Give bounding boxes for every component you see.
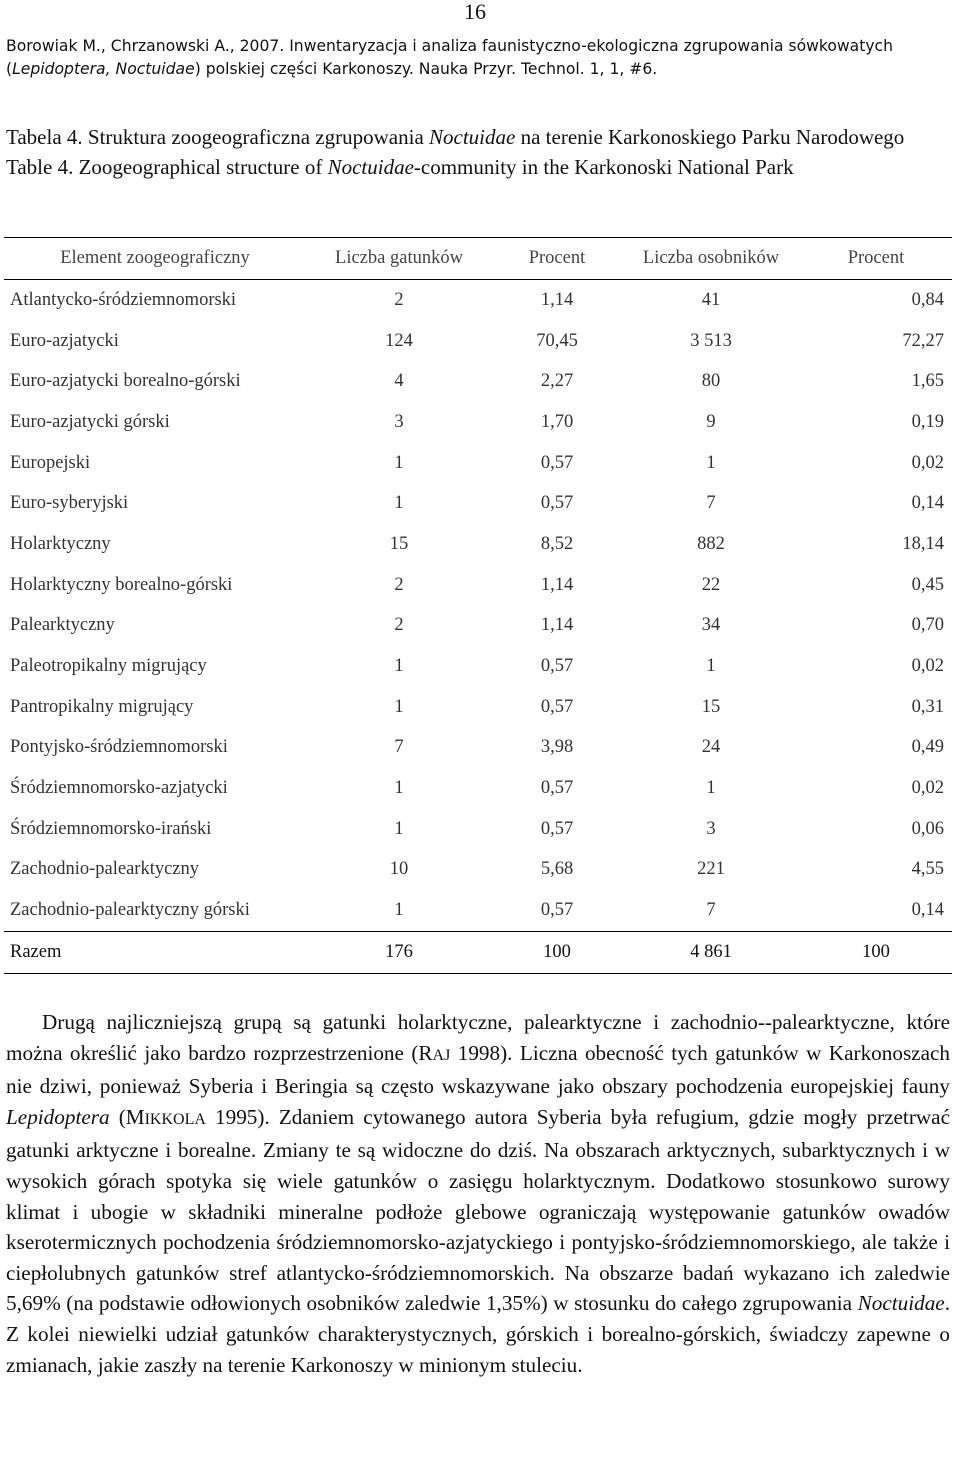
value-cell: 0,31 [911, 696, 944, 717]
value-cell: 221 [697, 859, 725, 880]
citation-line-1: Borowiak M., Chrzanowski A., 2007. Inwentaryzacja i analiza faunistyczno-ekologiczna zgrupowania sówkowatych [6, 37, 894, 55]
value-cell: 0,06 [911, 818, 944, 839]
value-cell: 10 [389, 859, 409, 880]
value-cell: 5,68 [540, 859, 574, 880]
table-row [4, 402, 952, 443]
table-row [4, 606, 952, 647]
total-cell: 100 [492, 932, 622, 974]
element-name-cell: Euro-syberyjski [10, 493, 129, 514]
value-cell: 0,57 [540, 493, 574, 514]
value-cell: 1 [706, 778, 716, 799]
value-cell: 2,27 [540, 371, 574, 392]
value-cell: 3 [394, 411, 404, 432]
element-name-cell: Śródziemnomorsko-azjatycki [10, 778, 228, 799]
total-label: Razem [4, 932, 306, 974]
table-caption [6, 122, 954, 182]
element-name-cell: Euro-azjatycki borealno-górski [10, 371, 241, 392]
element-name-cell: Holarktyczny [10, 533, 111, 554]
table-row [4, 890, 952, 931]
value-cell: 1 [394, 493, 404, 514]
value-cell: 0,14 [911, 493, 944, 514]
zoogeographic-table [4, 237, 952, 974]
table-row [4, 768, 952, 809]
column-header: Procent [492, 238, 622, 280]
value-cell: 8,52 [540, 533, 574, 554]
table-row [4, 321, 952, 362]
table-row [4, 565, 952, 606]
table-row [4, 728, 952, 769]
element-name-cell: Europejski [10, 452, 91, 473]
table-row [4, 280, 952, 321]
column-header: Liczba gatunków [306, 238, 492, 280]
value-cell: 0,14 [911, 900, 944, 921]
citation-taxa: Lepidoptera, Noctuidae [12, 60, 195, 78]
column-header: Element zoogeograficzny [4, 238, 306, 280]
value-cell: 0,57 [540, 818, 574, 839]
value-cell: 1 [706, 656, 716, 677]
value-cell: 2 [394, 615, 404, 636]
table-row [4, 850, 952, 891]
value-cell: 0,57 [540, 656, 574, 677]
table-row [4, 646, 952, 687]
value-cell: 0,02 [911, 778, 944, 799]
value-cell: 1 [394, 656, 404, 677]
value-cell: 22 [701, 574, 721, 595]
value-cell: 15 [389, 533, 409, 554]
value-cell: 882 [697, 533, 725, 554]
value-cell: 1,65 [911, 371, 944, 392]
value-cell: 0,57 [540, 778, 574, 799]
table-row [4, 524, 952, 565]
table-row [4, 443, 952, 484]
element-name-cell: Śródziemnomorsko-irański [10, 818, 212, 839]
value-cell: 72,27 [902, 330, 944, 351]
value-cell: 9 [706, 411, 716, 432]
value-cell: 2 [394, 574, 404, 595]
column-header: Liczba osobników [622, 238, 800, 280]
value-cell: 0,19 [911, 411, 944, 432]
caption-english: Table 4. Zoogeographical structure of Noctuidae-community in the Karkonoski National Park [6, 155, 794, 179]
value-cell: 70,45 [536, 330, 578, 351]
total-cell: 4 861 [622, 932, 800, 974]
value-cell: 124 [385, 330, 413, 351]
value-cell: 18,14 [902, 533, 944, 554]
table-row [4, 809, 952, 850]
value-cell: 7 [706, 900, 716, 921]
value-cell: 1,70 [540, 411, 574, 432]
element-name-cell: Euro-azjatycki [10, 330, 119, 351]
table-row [4, 483, 952, 524]
value-cell: 1 [394, 452, 404, 473]
table-header-row [4, 238, 952, 280]
value-cell: 0,57 [540, 900, 574, 921]
value-cell: 1,14 [540, 289, 574, 310]
value-cell: 1 [394, 778, 404, 799]
value-cell: 7 [706, 493, 716, 514]
value-cell: 3 513 [690, 330, 732, 351]
total-cell: 176 [306, 932, 492, 974]
table-row [4, 687, 952, 728]
total-cell: 100 [800, 932, 952, 974]
element-name-cell: Pantropikalny migrujący [10, 696, 194, 717]
value-cell: 0,70 [911, 615, 944, 636]
value-cell: 41 [701, 289, 721, 310]
value-cell: 1 [706, 452, 716, 473]
value-cell: 0,49 [911, 737, 944, 758]
value-cell: 1 [394, 900, 404, 921]
page-number: 16 [464, 0, 486, 24]
value-cell: 7 [394, 737, 404, 758]
element-name-cell: Euro-azjatycki górski [10, 411, 170, 432]
table-total-row [4, 932, 952, 974]
value-cell: 0,84 [911, 289, 944, 310]
element-name-cell: Palearktyczny [10, 615, 115, 636]
value-cell: 0,02 [911, 656, 944, 677]
value-cell: 4 [394, 371, 404, 392]
element-name-cell: Atlantycko-śródziemnomorski [10, 289, 237, 310]
value-cell: 0,45 [911, 574, 944, 595]
value-cell: 0,57 [540, 696, 574, 717]
value-cell: 1,14 [540, 574, 574, 595]
value-cell: 0,02 [911, 452, 944, 473]
value-cell: 80 [701, 371, 721, 392]
value-cell: 34 [701, 615, 721, 636]
value-cell: 3,98 [540, 737, 574, 758]
citation-header [6, 35, 956, 81]
table-row [4, 361, 952, 402]
citation-line-2: (Lepidoptera, Noctuidae) polskiej części Karkonoszy. Nauka Przyr. Technol. 1, 1, #6. [6, 60, 658, 78]
column-header: Procent [800, 238, 952, 280]
paragraph-1: Drugą najliczniejszą grupą są gatunki holarktyczne, palearktyczne i zachodnio--palearktyczne, które można określić jako bardzo rozprzestrzenione (RAJ 1998). Liczna obecność tych gatunków w Karkonoszach nie dziwi, ponieważ Syberia i Beringia są często wskazywane jako obszary pochodzenia europejskiej fauny Lepidoptera (MIKKOLA 1995). Zdaniem cytowanego autora Syberia była refugium, gdzie mogły przetrwać gatunki arktyczne i borealne. Zmiany te są widoczne do dziś. Na obszarach arktycznych, subarktycznych i w wysokich górach spotyka się wiele gatunków o zasięgu holarktycznym. Dodatkowo stosunkowo surowy klimat i ubogie w składniki mineralne podłoże glebowe ograniczają występowanie gatunków owadów kserotermicznych pochodzenia śródziemnomorsko-azjatyckiego i pontyjsko-śródziemnomorskiego, ale także i ciepłolubnych gatunków stref atlantycko-śródziemnomorskich. Na obszarze badań wykazano ich zaledwie 5,69% (na podstawie odłowionych osobników zaledwie 1,35%) w stosunku do całego zgrupowania Noctuidae. Z kolei niewielki udział gatunków charakterystycznych, górskich i borealno-górskich, świadczy zapewne o zmianach, jakie zaszły na terenie Karkonoszy w minionym stuleciu. [6, 1010, 950, 1377]
value-cell: 15 [701, 696, 721, 717]
value-cell: 2 [394, 289, 404, 310]
caption-polish: Tabela 4. Struktura zoogeograficzna zgrupowania Noctuidae na terenie Karkonoskiego Parku Narodowego [6, 125, 905, 149]
element-name-cell: Zachodnio-palearktyczny górski [10, 900, 250, 921]
value-cell: 1,14 [540, 615, 574, 636]
element-name-cell: Pontyjsko-śródziemnomorski [10, 737, 228, 758]
value-cell: 0,57 [540, 452, 574, 473]
element-name-cell: Zachodnio-palearktyczny [10, 859, 200, 880]
value-cell: 3 [706, 818, 716, 839]
value-cell: 1 [394, 696, 404, 717]
element-name-cell: Paleotropikalny migrujący [10, 656, 207, 677]
value-cell: 4,55 [911, 859, 944, 880]
value-cell: 1 [394, 818, 404, 839]
element-name-cell: Holarktyczny borealno-górski [10, 574, 233, 595]
body-paragraph [6, 1007, 950, 1380]
value-cell: 24 [701, 737, 721, 758]
